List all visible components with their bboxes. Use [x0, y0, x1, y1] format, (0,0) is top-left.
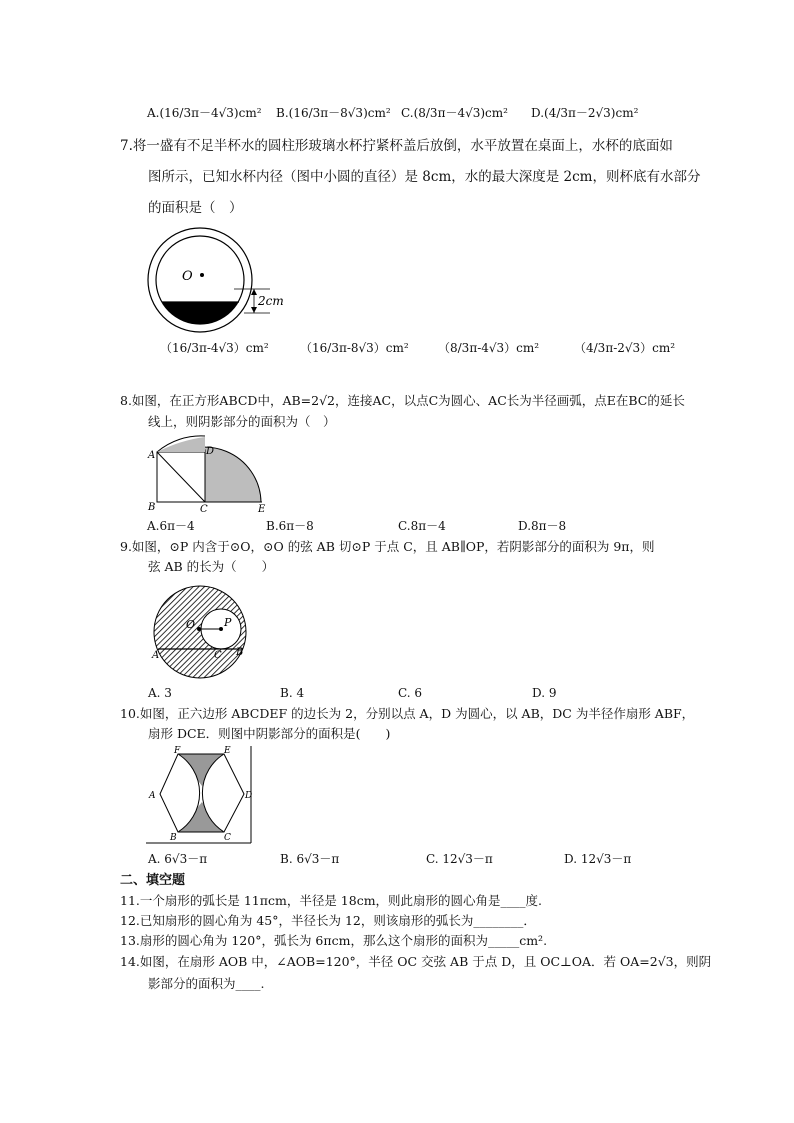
q10-option-d: D. 12√3－π: [564, 852, 632, 866]
q14-line2: 影部分的面积为____.: [148, 976, 265, 991]
q7-line1: 7.将一盛有不足半杯水的圆柱形玻璃水杯拧紧杯盖后放倒，水平放置在桌面上，水杯的底面如: [120, 138, 673, 154]
section-title: 二、填空题: [120, 873, 186, 888]
q7-option-2: （16/3π-8√3）cm²: [300, 341, 409, 355]
q8-option-c: C.8π－4: [398, 519, 446, 533]
q7-depth-label: 2cm: [258, 294, 284, 308]
q8-label-c: C: [200, 504, 208, 515]
q9-label-o: O: [186, 618, 196, 631]
q9-label-a: A: [152, 650, 160, 661]
q8-line1: 8.如图，在正方形ABCD中，AB=2√2，连接AC，以点C为圆心、AC长为半径画弧，点E在BC的延长: [120, 393, 685, 408]
q10-line2: 扇形 DCE．则图中阴影部分的面积是( ): [148, 726, 391, 741]
q13: 13.扇形的圆心角为 120°，弧长为 6πcm，那么这个扇形的面积为_____cm².: [120, 933, 548, 948]
q10-hexagon-figure: [146, 746, 256, 846]
q10-label-e: E: [224, 746, 231, 756]
q6-option-a: A.(16/3π－4√3)cm²: [147, 106, 262, 120]
q8-label-e: E: [258, 504, 266, 515]
q10-label-c: C: [224, 833, 231, 843]
q10-option-a: A. 6√3－π: [148, 852, 208, 866]
q9-label-c: C: [214, 650, 222, 661]
q7-option-4: （4/3π-2√3）cm²: [574, 341, 676, 355]
q10-line1: 10.如图，正六边形 ABCDEF 的边长为 2，分别以点 A，D 为圆心，以 AB，DC 为半径作扇形 ABF，: [120, 706, 695, 721]
q10-label-b: B: [170, 833, 177, 843]
q8-label-b: B: [148, 502, 156, 513]
q8-square-figure: [146, 432, 276, 515]
q9-circles-figure: [150, 584, 260, 694]
q6-option-b: B.(16/3π－8√3)cm²: [276, 106, 391, 120]
q7-line3: 的面积是（ ）: [148, 200, 243, 216]
q8-option-a: A.6π－4: [147, 519, 195, 533]
q11: 11.一个扇形的弧长是 11πcm，半径是 18cm，则此扇形的圆心角是____度.: [120, 893, 543, 908]
q10-option-b: B. 6√3－π: [280, 852, 340, 866]
q8-label-a: A: [148, 450, 156, 461]
q9-option-d: D. 9: [532, 686, 557, 700]
q12: 12.已知扇形的圆心角为 45°，半径长为 12，则该扇形的弧长为________．: [120, 913, 536, 928]
q9-line2: 弦 AB 的长为（ ）: [148, 559, 275, 574]
q7-option-1: （16/3π-4√3）cm²: [160, 341, 269, 355]
q6-option-d: D.(4/3π－2√3)cm²: [531, 106, 639, 120]
q9-option-a: A. 3: [148, 686, 172, 700]
q9-label-p: P: [224, 616, 232, 629]
q6-option-c: C.(8/3π－4√3)cm²: [401, 106, 508, 120]
q9-option-b: B. 4: [280, 686, 305, 700]
q10-label-d: D: [245, 791, 253, 801]
q10-option-c: C. 12√3－π: [426, 852, 493, 866]
q7-cup-figure: [144, 230, 294, 340]
q10-label-f: F: [174, 746, 181, 756]
q7-option-3: （8/3π-4√3）cm²: [438, 341, 540, 355]
q7-line2: 图所示，已知水杯内径（图中小圆的直径）是 8cm，水的最大深度是 2cm，则杯底有水部分: [148, 169, 701, 185]
q8-option-d: D.8π－8: [518, 519, 567, 533]
q10-label-a: A: [149, 791, 156, 801]
q8-option-b: B.6π－8: [266, 519, 314, 533]
q8-label-d: D: [206, 446, 215, 457]
q8-line2: 线上，则阴影部分的面积为（ ）: [148, 414, 336, 429]
q9-line1: 9.如图，⊙P 内含于⊙O，⊙O 的弦 AB 切⊙P 于点 C，且 AB∥OP，若阴影部分的面积为 9π，则: [120, 539, 655, 554]
q7-center-label: O: [182, 269, 193, 284]
q14-line1: 14.如图，在扇形 AOB 中，∠AOB=120°，半径 OC 交弦 AB 于点 D，且 OC⊥OA．若 OA=2√3，则阴: [120, 954, 712, 969]
q9-option-c: C. 6: [398, 686, 423, 700]
q9-label-b: B: [236, 647, 244, 658]
